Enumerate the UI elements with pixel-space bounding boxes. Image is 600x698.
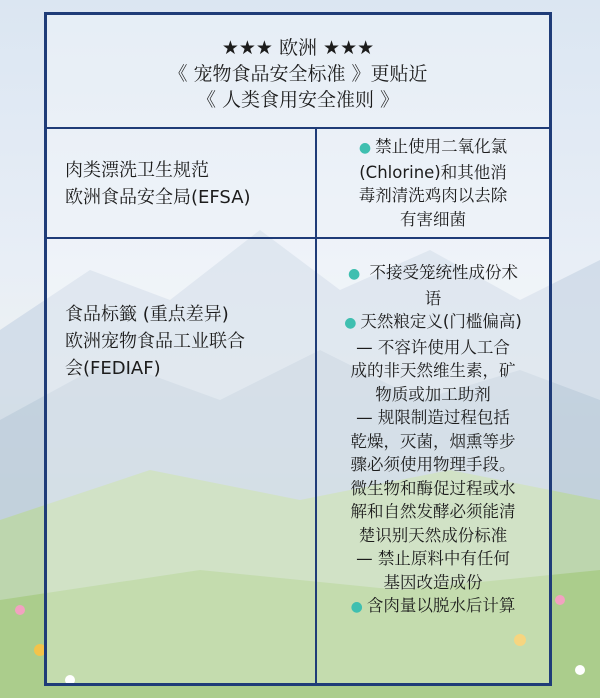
row2-left-line3: 会(FEDIAF) (65, 358, 161, 379)
bullet-dot-icon: ● (358, 140, 372, 156)
row2-right-cell: ● 不接受笼统性成份术 语 ● 天然粮定义(门槛偏高) — 不容许使用人工合 成的非天然维生素，矿 物质或加工助剂 — 规限制造过程包括 乾燥，灭菌，烟熏等步 骤必须使用物理手段。 微生物和酶促过程或水 解和自然发酵必须能清 楚识别天然成份标准 — 禁止原料中有任何 基因改造成份 ● 含肉量以脱水后计算 (344, 263, 522, 615)
bullet-dot-icon: ● (350, 599, 363, 615)
comparison-table (44, 12, 552, 686)
row1-left-cell (65, 157, 251, 211)
row-divider (47, 237, 549, 239)
bullet-dot-icon: ● (348, 266, 361, 282)
header-subtitle-1: 《 宠物食品安全标准 》更贴近 (168, 63, 428, 85)
row1-left-line2: 欧洲食品安全局(EFSA) (65, 187, 251, 208)
row1-right-cell: ● 禁止使用二氧化氯 (Chlorine)和其他消 毒剂清洗鸡肉以去除 有害细菌 (358, 137, 508, 229)
row1-left-line1: 肉类漂洗卫生规范 (65, 160, 209, 181)
table-header (47, 15, 549, 127)
header-divider (47, 127, 549, 129)
header-title: ★★★ 欧洲 ★★★ (221, 37, 375, 59)
bullet-dot-icon: ● (344, 315, 357, 331)
row2-left-line2: 欧洲宠物食品工业联合 (65, 331, 245, 352)
row2-left-line1: 食品标籤 (重点差异) (65, 304, 229, 325)
header-subtitle-2: 《 人类食用安全准则 》 (196, 89, 400, 111)
row2-left-cell (65, 301, 245, 382)
